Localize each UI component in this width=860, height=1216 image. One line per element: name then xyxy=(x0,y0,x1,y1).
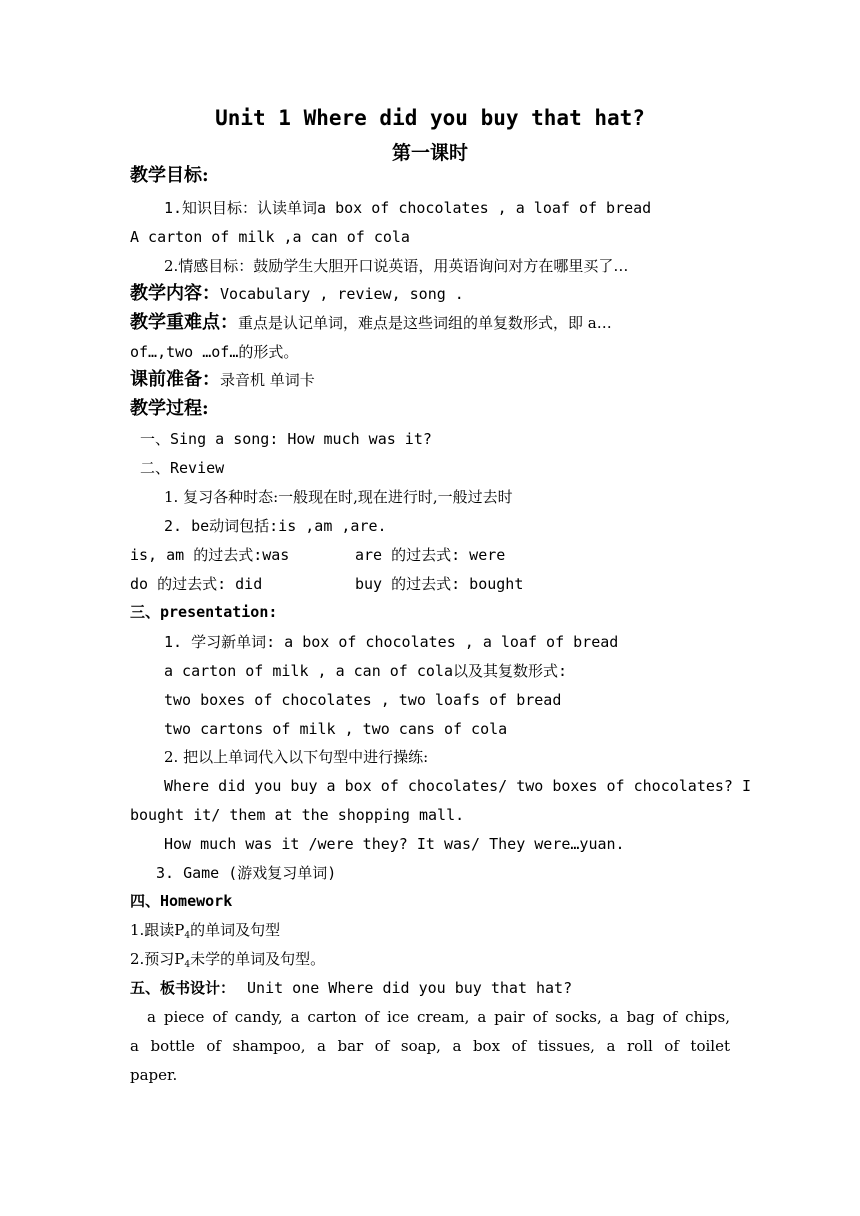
preparation-heading: 课前准备： xyxy=(130,369,220,390)
presentation-plural-2: two cartons of milk , two cans of cola xyxy=(164,720,508,738)
past-tense-row-1 xyxy=(130,545,730,565)
homework-item-1 xyxy=(130,920,280,946)
board-title: Unit one Where did you buy that hat? xyxy=(247,979,573,997)
presentation-new-words: 1. 学习新单词: a box of chocolates , a loaf of bread xyxy=(164,633,619,651)
review-tenses: 1. 复习各种时态:一般现在时,现在进行时,一般过去时 xyxy=(164,488,513,506)
content-heading: 教学内容： xyxy=(130,283,220,304)
past-tense-row-2 xyxy=(130,574,730,594)
key-points-row xyxy=(130,313,612,333)
process-step-review: 二、Review xyxy=(140,459,225,477)
homework-item-2 xyxy=(130,949,325,975)
presentation-new-words-cont: a carton of milk , a can of cola以及其复数形式: xyxy=(164,662,568,680)
homework-item-2-page: 4 xyxy=(184,960,191,970)
lesson-subtitle: 第一课时 xyxy=(391,142,468,164)
board-line-2: a bottle of shampoo, a bar of soap, a box of tissues, a roll of toilet xyxy=(130,1037,730,1055)
presentation-drill: 2. 把以上单词代入以下句型中进行操练: xyxy=(164,748,429,766)
drill-sentence-1: Where did you buy a box of chocolates/ two boxes of chocolates? I xyxy=(164,777,751,795)
homework-item-2-rest: 未学的单词及句型。 xyxy=(190,950,326,968)
process-step-presentation: 三、presentation: xyxy=(130,603,278,621)
preparation-row xyxy=(130,370,315,390)
objective-knowledge-cont: A carton of milk ,a can of cola xyxy=(130,228,410,246)
document-title: Unit 1 Where did you buy that hat? xyxy=(215,106,645,130)
process-step-sing: 一、Sing a song: How much was it? xyxy=(140,430,432,448)
homework-item-1-rest: 的单词及句型 xyxy=(190,921,281,939)
content-row xyxy=(130,284,464,304)
presentation-plural-1: two boxes of chocolates , two loafs of bread xyxy=(164,691,562,709)
past-buy: buy 的过去式: bought xyxy=(355,575,524,593)
board-heading: 五、板书设计： xyxy=(130,979,236,997)
past-are: are 的过去式: were xyxy=(355,546,506,564)
objective-emotion: 2.情感目标：鼓励学生大胆开口说英语，用英语询问对方在哪里买了… xyxy=(164,257,629,275)
board-line-3: paper. xyxy=(130,1066,178,1084)
board-row xyxy=(130,978,572,998)
homework-item-1-text: 1.跟读P xyxy=(130,921,185,939)
drill-sentence-1-cont: bought it/ them at the shopping mall. xyxy=(130,806,465,824)
past-do: do 的过去式: did xyxy=(130,575,263,593)
content-text: Vocabulary , review, song . xyxy=(220,285,464,303)
board-line-1: a piece of candy, a carton of ice cream, a pair of socks, a bag of chips, xyxy=(147,1008,730,1026)
key-points-text-cont: of…,two …of…的形式。 xyxy=(130,343,299,361)
key-points-heading: 教学重难点： xyxy=(130,312,238,333)
homework-item-1-page: 4 xyxy=(184,931,191,941)
homework-item-2-text: 2.预习P xyxy=(130,950,185,968)
process-heading: 教学过程: xyxy=(130,398,209,419)
objectives-heading: 教学目标: xyxy=(130,165,209,186)
past-is-am: is, am 的过去式:was xyxy=(130,546,290,564)
review-be-verbs: 2. be动词包括:is ,am ,are. xyxy=(164,517,387,535)
preparation-text: 录音机 单词卡 xyxy=(220,371,315,389)
drill-sentence-2: How much was it /were they? It was/ They were…yuan. xyxy=(164,835,625,853)
key-points-text: 重点是认记单词，难点是这些词组的单复数形式，即 a… xyxy=(238,314,612,332)
homework-heading: 四、Homework xyxy=(130,892,233,910)
presentation-game: 3. Game (游戏复习单词) xyxy=(156,864,337,882)
objective-knowledge: 1.知识目标：认读单词a box of chocolates , a loaf of bread xyxy=(164,199,652,217)
